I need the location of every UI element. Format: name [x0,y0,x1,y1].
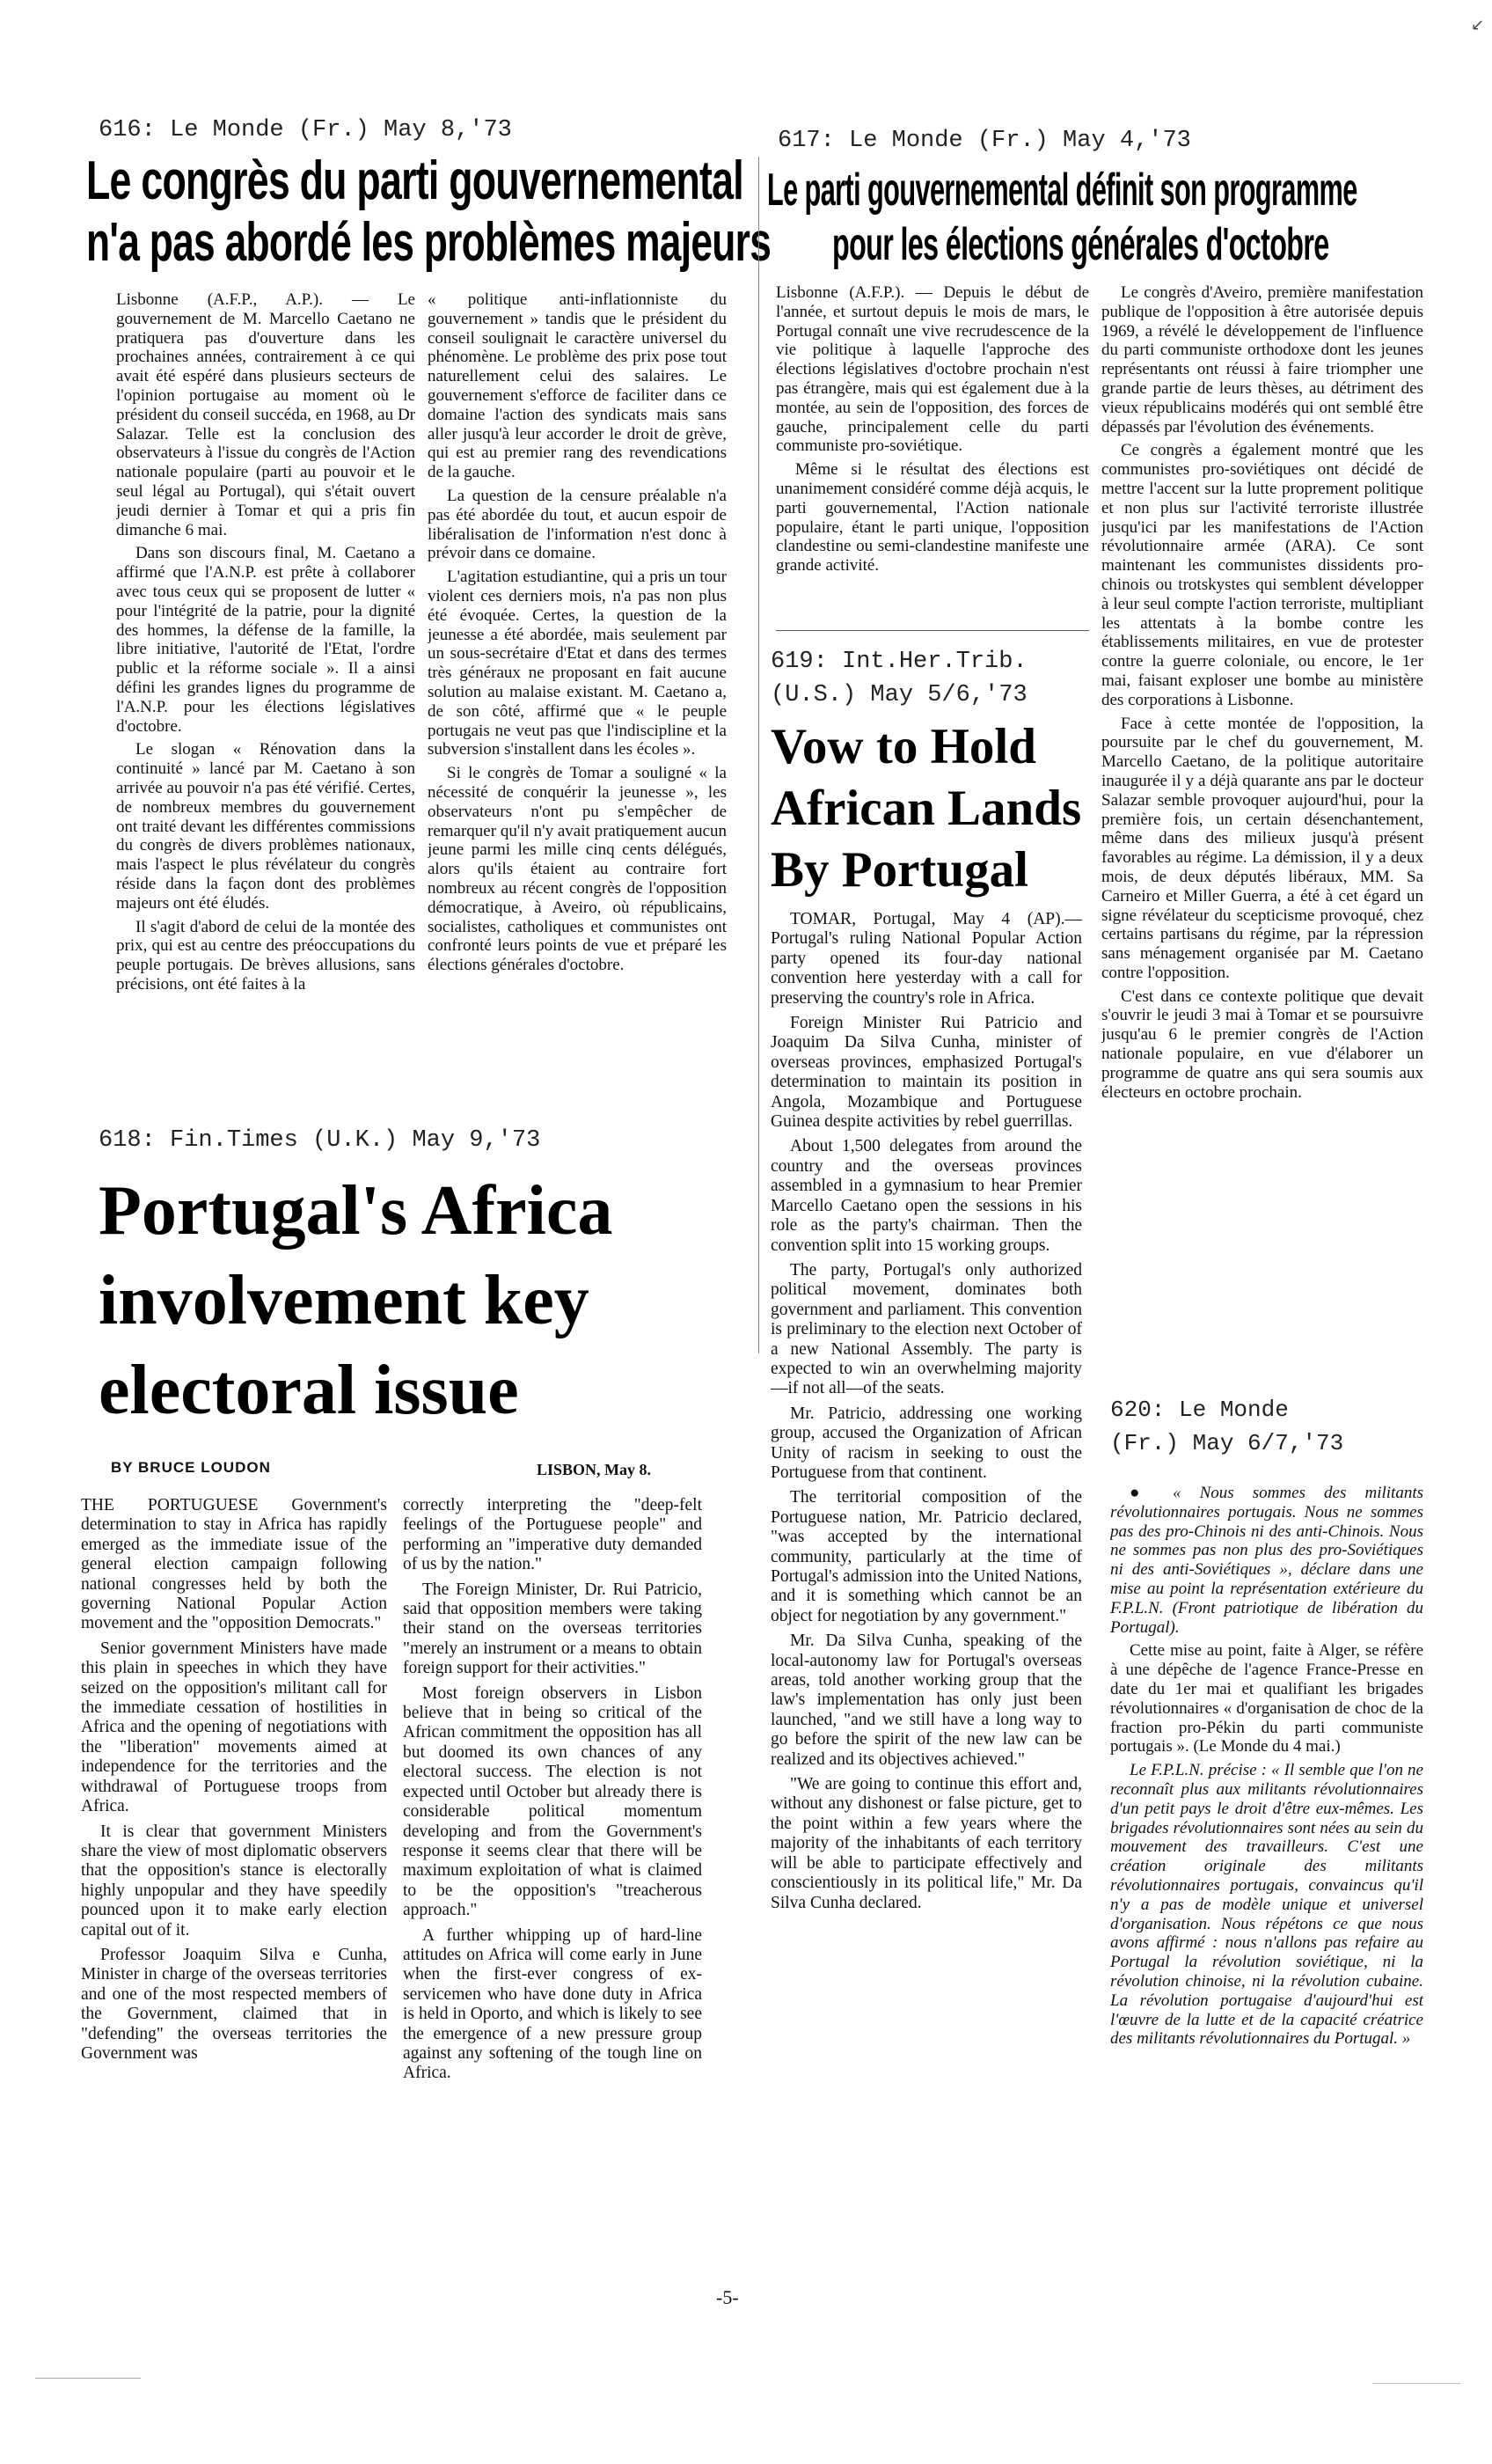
section-divider [776,630,1089,631]
paragraph: "We are going to continue this effort and, without any dishonest or false picture, get to the point within a few years where the majority of the inhabitants of each territory will be able to participate effectively and conscientiously in its political life," Mr. Da Silva Cunha declared. [771,1775,1082,1912]
paragraph: Si le congrès de Tomar a souligné « la nécessité de conquérir la jeunesse », les observateurs n'ont pu s'empêcher de remarquer qu'il n'y avait pratiquement aucun jeune parmi les mille cinq cents délégués, alors qu'ils étaient au contraire fort nombreux au récent congrès de l'opposition démocratique, à Aveiro, où républicains, socialistes, catholiques et communistes ont confronté leurs points de vue et préparé les élections générales d'octobre. [428,764,727,975]
paragraph: Il s'agit d'abord de celui de la montée des prix, qui est au centre des préoccupations du peuple portugais. De brèves allusions, sans précisions, ont été faites à la [116,917,415,994]
paragraph: Cette mise au point, faite à Alger, se réfère à une dépêche de l'agence France-Presse en date du 1er mai et qualifiant les brigades révolutionnaires « d'organisation de choc de la fraction pro-Pékin du parti communiste portugais ». (Le Monde du 4 mai.) [1110,1641,1423,1756]
paragraph: Ce congrès a également montré que les communistes pro-soviétiques ont décidé de mettre l'accent sur la lutte proprement politique et non plus sur l'activité terroriste illustrée jusqu'ici par les manifestations de l'Action révolutionnaire armée (ARA). Ce sont maintenant les communistes dissidents pro-chinois ou trotskystes qui semblent développer à leur seul compte l'action terroriste, multipliant les attentats à la bombe contre les établissements militaires, en vue de protester contre la guerre coloniale, ou encore, le 1er mai, faisant exploser une bombe au ministère des corporations à Lisbonne. [1101,441,1423,709]
clipping-label-617: 617: Le Monde (Fr.) May 4,'73 [778,128,1191,154]
headline-618-line2: involvement key [99,1262,589,1339]
headline-619-line3: By Portugal [771,842,1028,898]
paragraph: THE PORTUGUESE Government's determination to stay in Africa has rapidly emerged as the immediate issue of the general election campaign following national congresses held by both the governing National Popular Action movement and the "opposition Democrats." [81,1496,387,1633]
paragraph: Professor Joaquim Silva e Cunha, Minister in charge of the overseas territories and one of the most respected members of the Government, claimed that in "defending" the overseas territories the Government was [81,1945,387,2063]
headline-616-line1: Le congrès du parti gouvernemental [86,150,743,211]
headline-618-line1: Portugal's Africa [99,1172,613,1250]
page-number: -5- [716,2286,739,2308]
paragraph: Lisbonne (A.F.P.). — Depuis le début de l'année, et surtout depuis le mois de mars, le Portugal connaît une vive recrudescence de la vie politique à laquelle l'approche des élections législatives d'octobre prochain n'est pas étrangère, mais qui est également due à la montée, au sein de l'opposition, des forces de gauche, principalement celle du parti communiste pro-soviétique. [776,283,1089,456]
paragraph: Mr. Patricio, addressing one working group, accused the Organization of African Unity of racism in seeking to oust the Portuguese from that continent. [771,1404,1082,1482]
headline-616-line2: n'a pas abordé les problèmes majeurs [86,212,772,273]
headline-617-line1: Le parti gouvernemental définit son programme [767,165,1357,216]
paragraph: Même si le résultat des élections est unanimement considéré comme déjà acquis, le parti gouvernemental, l'Action nationale populaire, étant le parti unique, l'opposition clandestine ou semi-clandestine manifeste une grande activité. [776,460,1089,576]
article-616-column-2 [428,290,727,1082]
dateline: LISBON, May 8. [537,1461,652,1478]
paragraph: A further whipping up of hard-line attitudes on Africa will come early in June when the first-ever congress of ex-servicemen who have done duty in Africa is held in Oporto, and which is likely to see the emergence of a new pressure group against any softening of the tough line on Africa. [403,1925,702,2083]
scan-mark [1372,2383,1460,2384]
paragraph: Most foreign observers in Lisbon believe that in being so critical of the African commitment the opposition has all but doomed its own chances of any electoral success. The election is not expected until October but already there is considerable political momentum developing and from the Government's response it seems clear that there will be maximum exploitation of what is claimed to be the opposition's "treacherous approach." [403,1683,702,1920]
clipping-label-620-line2: (Fr.) May 6/7,'73 [1110,1430,1344,1456]
headline-618-line3: electoral issue [99,1352,519,1429]
clipping-label-616: 616: Le Monde (Fr.) May 8,'73 [99,117,512,143]
paragraph: About 1,500 delegates from around the country and the overseas provinces assembled in a gymnasium to hear Premier Marcello Caetano open the sessions in his role as the party's chairman. Then the convention split into 15 working groups. [771,1137,1082,1255]
paragraph: C'est dans ce contexte politique que devait s'ouvrir le jeudi 3 mai à Tomar et se poursuivre jusqu'au 6 le premier congrès de l'Action nationale populaire, en vue d'élaborer un programme de quatre ans qui sera soumis aux électeurs en octobre prochain. [1101,986,1423,1102]
clipping-label-620-line1: 620: Le Monde [1110,1397,1289,1423]
paragraph: Dans son discours final, M. Caetano a affirmé que l'A.N.P. est prête à collaborer avec tous ceux qui se proposent de lutter « pour l'intégrité de la patrie, pour la dignité des hommes, la défense de la famille, la libre initiative, l'autorité de l'Etat, l'ordre public et la réforme sociale ». Il a ainsi défini les grandes lignes du programme de l'A.N.P. pour les élections législatives d'octobre. [116,544,415,736]
article-617-column-2 [1101,283,1423,1304]
paragraph: La question de la censure préalable n'a pas été abordée du tout, et aucun espoir de libéralisation de l'information n'est donc à prévoir dans ce domaine. [428,486,727,563]
paragraph: Le congrès d'Aveiro, première manifestation publique de l'opposition à être autorisée depuis 1969, a révélé le développement de l'influence du parti communiste orthodoxe dont les jeunes représentants ont réussi à faire triompher une grande partie de leurs thèses, au détriment des vieux républicains modérés qui ont semblé être dépassés par l'évolution des événements. [1101,283,1423,436]
paragraph: Face à cette montée de l'opposition, la poursuite par le chef du gouvernement, M. Marcello Caetano, de la politique autoritaire inaugurée il y a déjà quarante ans par le docteur Salazar semble provoquer aujourd'hui, pour la première fois, un certain désenchantement, même dans des milieux jusqu'à présent favorables au régime. La démission, il y a deux mois, de deux députés libéraux, MM. Sa Carneiro et Miller Guerra, a été à cet égard un signe révélateur du scepticisme provoqué, chez certains partisans du régime, par la répression sans ménagement organisée par M. Caetano contre l'opposition. [1101,714,1423,982]
article-616-column-1 [116,290,415,1082]
clipping-label-618: 618: Fin.Times (U.K.) May 9,'73 [99,1127,541,1154]
paragraph: Le slogan « Rénovation dans la continuité » lancé par M. Caetano à son arrivée au pouvoir n'a pas été vérifié. Certes, de nombreux membres du gouvernement ont traité devant les différentes commissions du congrès de divers problèmes nationaux, mais l'aspect le plus révélateur du congrès réside dans la façon dont des problèmes majeurs ont été éludés. [116,740,415,913]
paragraph: L'agitation estudiantine, qui a pris un tour violent ces derniers mois, n'a pas non plus été évoquée. Certes, la question de la jeunesse a été abordée, mais seulement par un sous-secrétaire d'Etat et dans des termes très généraux ne proposant en fait aucune solution au malaise existant. M. Caetano a, de son côté, affirmé que « le peuple portugais ne veut pas que l'indiscipline et la subversion s'installent dans les écoles ». [428,568,727,759]
article-618-column-1 [81,1496,387,2235]
clipping-label-619-line1: 619: Int.Her.Trib. [771,649,1028,675]
paragraph: ● « Nous sommes des militants révolutionnaires portugais. Nous ne sommes pas des pro-Chinois ni des anti-Chinois. Nous ne sommes pas non plus des pro-Soviétiques ni des anti-Soviétiques », déclare dans une mise au point la représentation extérieure du F.P.L.N. (Front patriotique de libération du Portugal). [1110,1484,1423,1637]
byline: BY BRUCE LOUDON [111,1459,271,1476]
article-618-column-2 [403,1496,702,2235]
paragraph: Mr. Da Silva Cunha, speaking of the local-autonomy law for Portugal's overseas areas, told another working group that the law's implementation has only just been launched, "and we still have a long way to go before the spirit of the new law can be realized and its objectives achieved." [771,1632,1082,1769]
headline-619-line2: African Lands [771,781,1082,836]
article-619-body [771,910,1082,2212]
paragraph: Foreign Minister Rui Patricio and Joaquim Da Silva Cunha, minister of overseas provinces, emphasized Portugal's determination to maintain its position in Angola, Mozambique and Portuguese Guinea despite activities by rebel guerrillas. [771,1014,1082,1132]
paragraph: TOMAR, Portugal, May 4 (AP).—Portugal's ruling National Popular Action party opened its four-day national convention here yesterday with a call for preserving the country's role in Africa. [771,910,1082,1008]
article-620-body [1110,1484,1423,2258]
paragraph: It is clear that government Ministers share the view of most diplomatic observers that the opposition's stance is electorally highly unpopular and they have speedily pounced upon it to make early election capital out of it. [81,1822,387,1940]
corner-mark: ↙ [1471,16,1485,34]
paragraph: The Foreign Minister, Dr. Rui Patricio, said that opposition members were taking their stand on the overseas territories "merely an instrument or a means to obtain foreign support for their activities." [403,1580,702,1678]
column-divider [758,157,759,1353]
paragraph: Le F.P.L.N. précise : « Il semble que l'on ne reconnaît plus aux militants révolutionnaires d'un petit pays le droit d'être eux-mêmes. Les brigades révolutionnaires sont nées au sein du mouvement des travailleurs. C'est une création originale des militants révolutionnaires portugais, convaincus qu'il n'y a pas de modèle unique et universel d'organisation. Nous répétons ce que nous avons affirmé : nous n'allons pas refaire au Portugal la révolution soviétique, ni la révolution chinoise, ni la révolution cubaine. La révolution portugaise d'aujourd'hui est l'œuvre de la lutte et de la capacité créatrice des militants révolutionnaires du Portugal. » [1110,1761,1423,2049]
paragraph: The party, Portugal's only authorized political movement, dominates both government and parliament. This convention is preliminary to the election next October of a new National Assembly. The party is expected to win an overwhelming majority—if not all—of the seats. [771,1260,1082,1398]
article-617-column-1 [776,283,1089,635]
paragraph: « politique anti-inflationniste du gouvernement » tandis que le président du conseil soulignait le caractère universel du phénomène. Le problème des prix pose tout naturellement celui des salaires. Le gouvernement s'efforce de faciliter dans ce domaine l'action des syndicats mais sans aller jusqu'à leur accorder le droit de grève, qui est au premier rang des revendications de la gauche. [428,290,727,482]
headline-619-line1: Vow to Hold [771,719,1036,774]
scan-mark [35,2378,141,2379]
paragraph: Lisbonne (A.F.P., A.P.). — Le gouvernement de M. Marcello Caetano ne pratiquera pas d'ouverture dans les prochaines années, contrairement à ce qui avait été espéré dans plusieurs secteurs de l'opinion portugaise au moment où le président du conseil succéda, en 1968, au Dr Salazar. Telle est la conclusion des observateurs à l'issue du congrès de l'Action nationale populaire (parti au pouvoir et le seul légal au Portugal), qui s'était ouvert jeudi dernier à Tomar et qui a pris fin dimanche 6 mai. [116,290,415,539]
paragraph: correctly interpreting the "deep-felt feelings of the Portuguese people" and performing an "imperative duty demanded of us by the nation." [403,1496,702,1574]
clipping-label-619-line2: (U.S.) May 5/6,'73 [771,682,1028,708]
paragraph: Senior government Ministers have made this plain in speeches in which they have seized on the opposition's militant call for the immediate cessation of hostilities in Africa and the opening of negotiations with the "liberation" movements aimed at independence for the territories and the withdrawal of Portuguese troops from Africa. [81,1639,387,1816]
headline-617-line2: pour les élections générales d'octobre [832,219,1329,270]
paragraph: The territorial composition of the Portuguese nation, Mr. Patricio declared, "was accepted by the international community, particularly at the time of Portugal's admission into the United Nations, and it is something which cannot be an object for negotiation by any government." [771,1488,1082,1625]
